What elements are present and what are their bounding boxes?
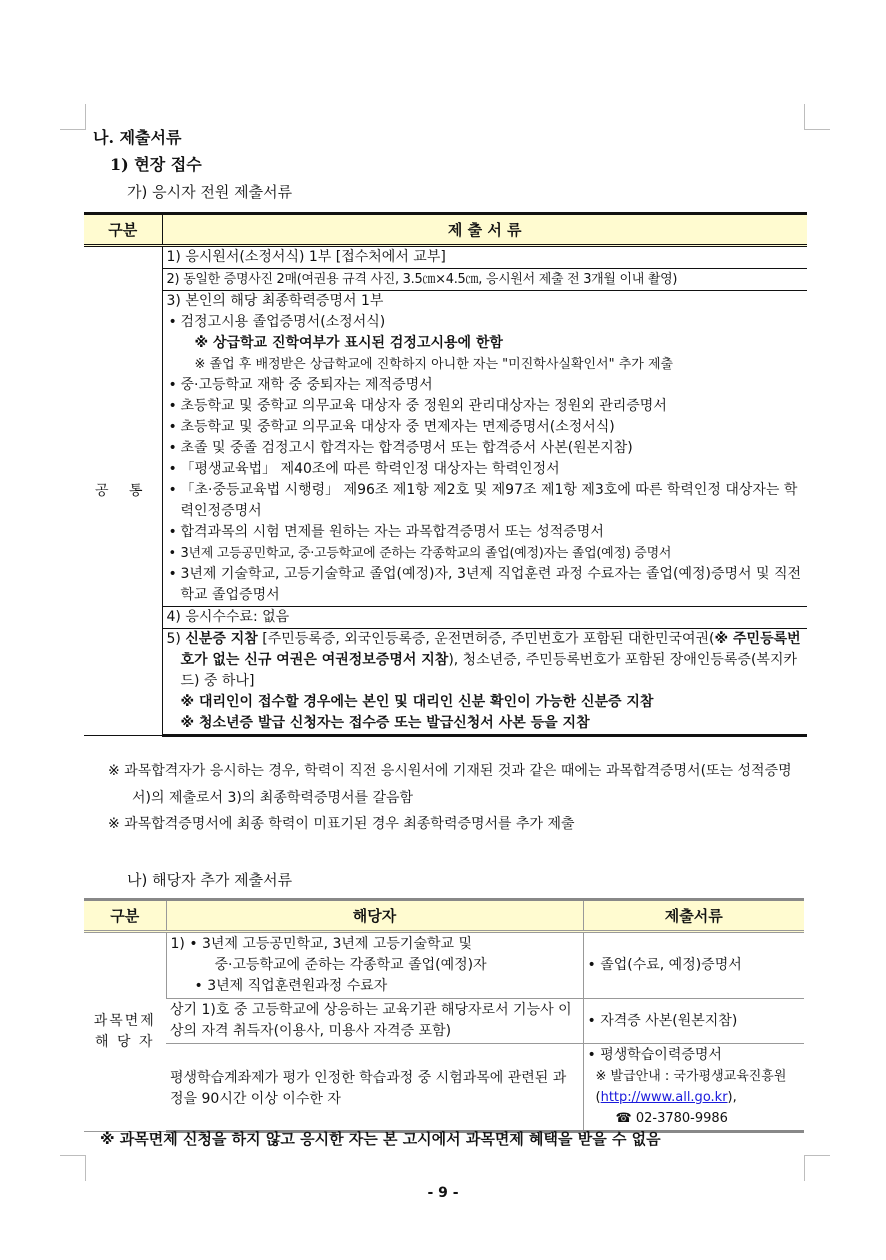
list-item: • 중·고등학교 재학 중 중퇴자는 제적증명서 xyxy=(167,375,804,396)
doc-item-5: 5) 신분증 지참 [주민등록증, 외국인등록증, 운전면허증, 주민번호가 포함된 대한민국여권(※ 주민등록번호가 없는 신규 여권은 여권정보증명서 지참), 청소년증, 주민등록번호가 포함된 장애인등록증(복지카드) 중 하나] ※ 대리인이 접수할 경우에는 본인 및 대리인 신분 확인이 가능한 신분증 지참 ※ 청소년증 발급 신청자는 접수증 또는 발급신청서 사본 등을 지참 xyxy=(162,629,807,736)
list-item: • 합격과목의 시험 면제를 원하는 자는 과목합격증명서 또는 성적증명서 xyxy=(167,522,804,543)
header-documents: 제 출 서 류 xyxy=(162,214,807,246)
footer-note: ※ 과목면제 신청을 하지 않고 응시한 자는 본 고시에서 과목면제 혜택을 받을 수 없음 xyxy=(100,1130,661,1148)
list-item: • 「평생교육법」 제40조에 따른 학력인정 대상자는 학력인정서 xyxy=(167,459,804,480)
list-item: • 「초·중등교육법 시행령」 제96조 제1항 제2호 및 제97조 제1항 제3호에 따른 학력인정 대상자는 학력인정증명서 xyxy=(167,480,804,522)
note: ※ 졸업 후 배정받은 상급학교에 진학하지 아니한 자는 "미진학사실확인서" 추가 제출 xyxy=(194,357,674,372)
docs-cell: • 자격증 사본(원본지참) xyxy=(583,999,804,1044)
list-item: • 3년제 고등공민학교, 중·고등학교에 준하는 각종학교의 졸업(예정)자는 졸업(예정) 증명서 xyxy=(167,543,804,564)
doc-item-3 xyxy=(162,291,807,607)
page-corner-mark xyxy=(804,104,830,130)
docs-cell: • 졸업(수료, 예정)증명서 xyxy=(583,932,804,999)
doc-item-1: 1) 응시원서(소정서식) 1부 [접수처에서 교부] xyxy=(162,246,807,269)
header-category: 구분 xyxy=(84,214,162,246)
doc-item-3-title: 3) 본인의 해당 최종학력증명서 1부 xyxy=(166,293,384,309)
target-cell: 상기 1)호 중 고등학교에 상응하는 교육기관 해당자로서 기능사 이상의 자격 취득자(이용사, 미용사 자격증 포함) xyxy=(166,999,583,1044)
list-item: • 3년제 기술학교, 고등기술학교 졸업(예정)자, 3년제 직업훈련 과정 수료자는 졸업(예정)증명서 및 직전학교 졸업증명서 xyxy=(167,564,804,606)
page-corner-mark xyxy=(804,1155,830,1181)
part-a-title: 가) 응시자 전원 제출서류 xyxy=(127,183,293,201)
phone-icon: ☎ xyxy=(615,1111,632,1126)
page-corner-mark xyxy=(60,104,86,130)
header-documents: 제출서류 xyxy=(583,900,804,932)
note-2: ※ 과목합격증명서에 최종 학력이 미표기된 경우 최종학력증명서를 추가 제출 xyxy=(108,816,575,832)
category-common: 공 통 xyxy=(84,246,162,736)
target-cell: 평생학습계좌제가 평가 인정한 학습과정 중 시험과목에 관련된 과정을 90시간 이상 이수한 자 xyxy=(166,1044,583,1132)
header-target: 해당자 xyxy=(166,900,583,932)
note-1: ※ 과목합격자가 응시하는 경우, 학력이 직전 응시원서에 기재된 것과 같은 때에는 과목합격증명서(또는 성적증명서)의 제출로서 3)의 최종학력증명서를 갈음함 xyxy=(108,763,792,806)
target-cell: 1) • 3년제 고등공민학교, 3년제 고등기술학교 및 중·고등학교에 준하는 각종학교 졸업(예정)자 • 3년제 직업훈련원과정 수료자 xyxy=(166,932,583,999)
list-item: • 초등학교 및 중학교 의무교육 대상자 중 면제자는 면제증명서(소정서식) xyxy=(167,417,804,438)
header-category: 구분 xyxy=(84,900,166,932)
page-number: - 9 - xyxy=(427,1185,459,1201)
list-item: • 초등학교 및 중학교 의무교육 대상자 중 정원외 관리대상자는 정원외 관리증명서 xyxy=(167,396,804,417)
category-subject-exemption: 과목면제 해 당 자 xyxy=(84,932,166,1132)
note-bold: ※ 청소년증 발급 신청자는 접수증 또는 발급신청서 사본 등을 지참 xyxy=(180,715,590,731)
doc-item-4: 4) 응시수수료: 없음 xyxy=(162,607,807,629)
list-item: • 초졸 및 중졸 검정고시 합격자는 합격증명서 또는 합격증서 사본(원본지참) xyxy=(167,438,804,459)
subsection-title: 1) 현장 접수 xyxy=(110,155,202,174)
id-required-label: 신분증 지참 xyxy=(185,631,258,647)
common-documents-table xyxy=(84,212,807,737)
docs-cell: • 평생학습이력증명서 ※ 발급안내 : 국가평생교육진흥원(http://www.all.go.kr), ☎ 02-3780-9986 xyxy=(583,1044,804,1132)
phone-number: 02-3780-9986 xyxy=(635,1111,728,1126)
doc-item-2: 2) 동일한 증명사진 2매(여권용 규격 사진, 3.5㎝×4.5㎝, 응시원서 제출 전 3개월 이내 촬영) xyxy=(162,269,807,291)
note-bold: ※ 대리인이 접수할 경우에는 본인 및 대리인 신분 확인이 가능한 신분증 지참 xyxy=(180,694,654,710)
additional-documents-table xyxy=(84,898,804,1133)
note-bold: ※ 상급학교 진학여부가 표시된 검정고시용에 한함 xyxy=(194,335,503,351)
section-title: 나. 제출서류 xyxy=(93,128,182,147)
list-item: • 검정고시용 졸업증명서(소정서식) xyxy=(167,312,804,333)
nile-website-link[interactable]: http://www.all.go.kr xyxy=(600,1090,728,1105)
page-corner-mark xyxy=(60,1155,86,1181)
part-b-title: 나) 해당자 추가 제출서류 xyxy=(127,871,293,889)
